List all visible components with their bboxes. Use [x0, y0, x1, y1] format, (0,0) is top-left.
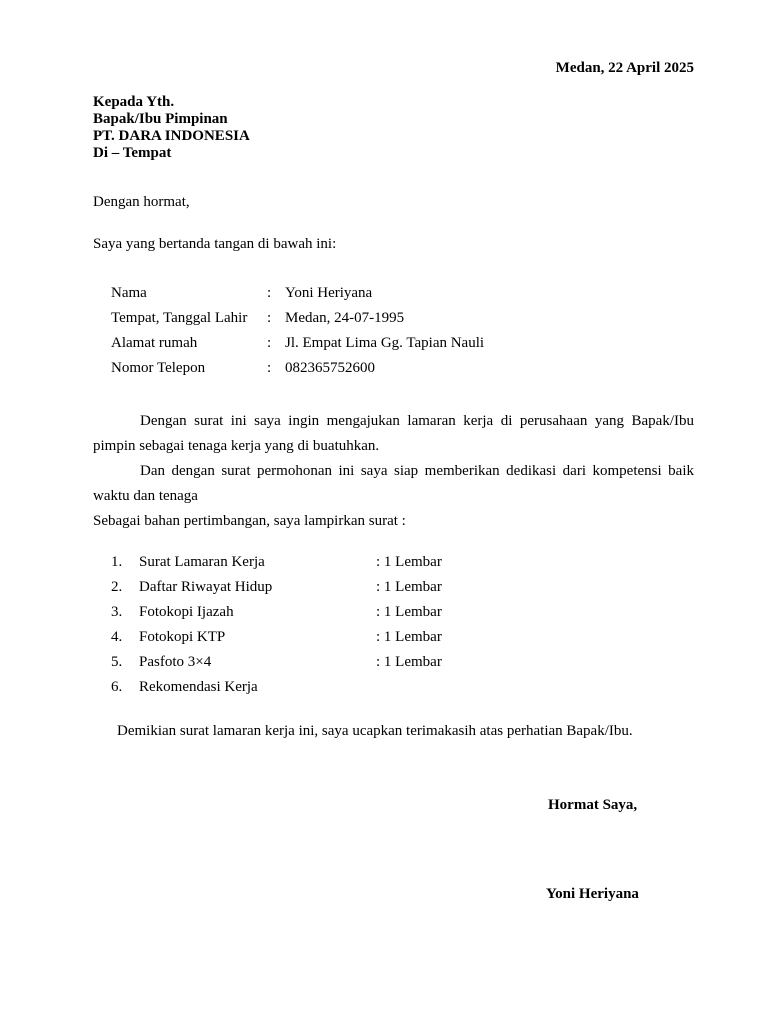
intro-text: Saya yang bertanda tangan di bawah ini: [93, 236, 337, 252]
recipient-line: Kepada Yth. [93, 94, 175, 110]
recipient-line: PT. DARA INDONESIA [93, 128, 250, 144]
attachment-number: 6. [111, 679, 123, 695]
identity-separator: : [267, 310, 272, 326]
attachment-quantity: : 1 Lembar [376, 554, 442, 570]
attachment-name: Daftar Riwayat Hidup [139, 579, 273, 595]
attachment-number: 4. [111, 629, 123, 645]
recipient-line: Bapak/Ibu Pimpinan [93, 111, 228, 127]
identity-separator: : [267, 335, 272, 351]
attachment-item [111, 554, 442, 579]
attachment-name: Fotokopi Ijazah [139, 604, 234, 620]
attachment-item [111, 579, 442, 604]
recipient-line: Di – Tempat [93, 145, 172, 161]
attachment-name: Fotokopi KTP [139, 629, 226, 645]
attachment-quantity: : 1 Lembar [376, 604, 442, 620]
attachment-number: 3. [111, 604, 123, 620]
identity-value: Medan, 24-07-1995 [285, 310, 405, 326]
attachment-name: Pasfoto 3×4 [139, 654, 212, 670]
body-paragraph-application: Dengan surat ini saya ingin mengajukan lamaran kerja di perusahaan yang Bapak/Ibu pimpin sebagai tenaga kerja yang di buatuhkan. [93, 413, 694, 454]
letter-date: Medan, 22 April 2025 [555, 60, 694, 76]
identity-separator: : [267, 285, 272, 301]
identity-row [111, 335, 484, 360]
identity-value: Yoni Heriyana [285, 285, 373, 301]
attachment-number: 5. [111, 654, 123, 670]
attachment-name: Rekomendasi Kerja [139, 679, 258, 695]
identity-label: Nomor Telepon [111, 360, 206, 376]
signer-name: Yoni Heriyana [546, 886, 639, 902]
identity-row [111, 285, 484, 310]
recipient-block [93, 94, 250, 162]
attachment-intro: Sebagai bahan pertimbangan, saya lampirkan surat : [93, 513, 406, 529]
closing-text: Demikian surat lamaran kerja ini, saya ucapkan terimakasih atas perhatian Bapak/Ibu. [117, 723, 633, 739]
identity-label: Tempat, Tanggal Lahir [111, 310, 248, 326]
body-paragraph-dedication: Dan dengan surat permohonan ini saya siap memberikan dedikasi dari kompetensi baik waktu dan tenaga [93, 463, 694, 504]
attachment-item [111, 629, 442, 654]
identity-separator: : [267, 360, 272, 376]
attachment-quantity: : 1 Lembar [376, 629, 442, 645]
identity-row [111, 360, 484, 385]
attachment-item [111, 679, 442, 704]
identity-label: Alamat rumah [111, 335, 198, 351]
attachment-list [111, 554, 442, 704]
greeting: Dengan hormat, [93, 194, 190, 210]
identity-table [111, 285, 484, 385]
attachment-item [111, 654, 442, 679]
attachment-quantity [376, 679, 442, 704]
identity-label: Nama [111, 285, 147, 301]
identity-value: Jl. Empat Lima Gg. Tapian Nauli [285, 335, 485, 351]
attachment-name: Surat Lamaran Kerja [139, 554, 265, 570]
regards-text: Hormat Saya, [548, 797, 638, 813]
attachment-number: 1. [111, 554, 123, 570]
attachment-quantity: : 1 Lembar [376, 579, 442, 595]
identity-value: 082365752600 [285, 360, 375, 376]
attachment-quantity: : 1 Lembar [376, 654, 442, 670]
attachment-number: 2. [111, 579, 123, 595]
attachment-item [111, 604, 442, 629]
identity-row [111, 310, 484, 335]
